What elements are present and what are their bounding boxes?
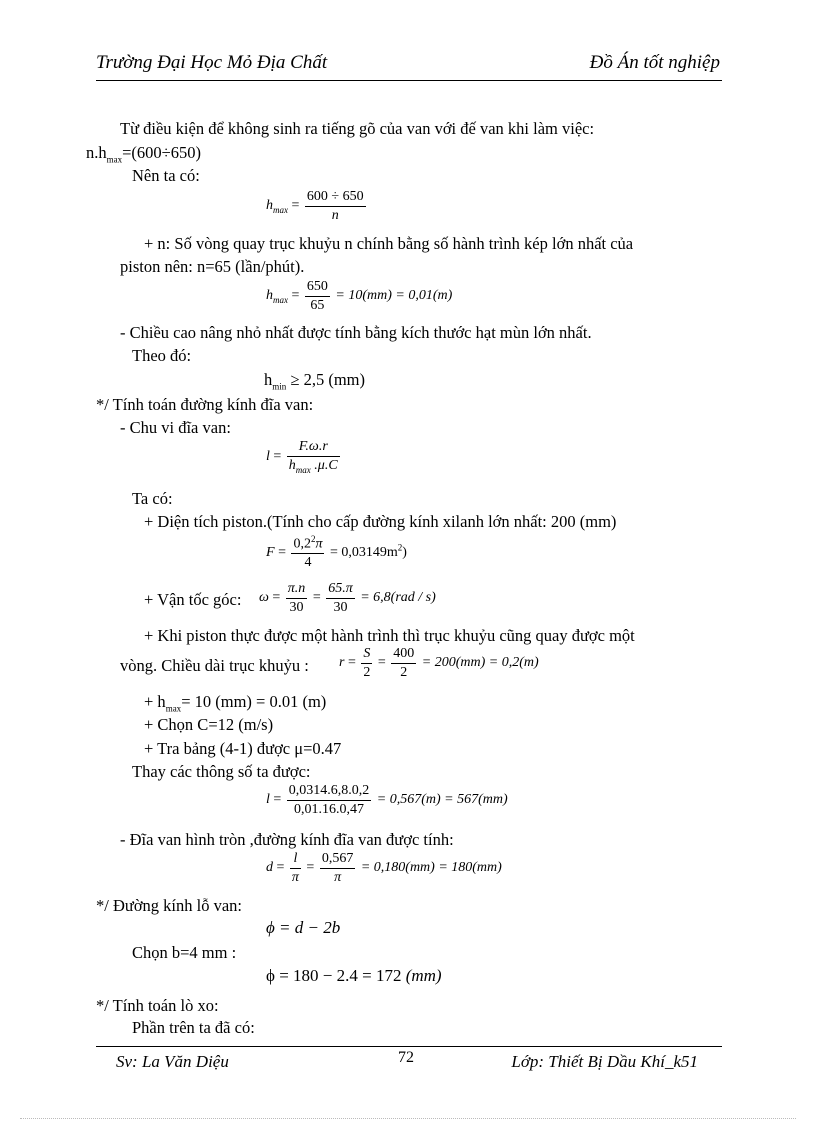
line-hmax-value: + $h_{max}= 10$ (mm) = 0.01 (m)	[144, 692, 327, 714]
formula-hmax-ratio: $h_{max}$ = $\frac{600 \div 650}{n}$	[266, 189, 364, 223]
line-nen-ta-co: Nên ta có:	[132, 166, 200, 185]
para-crankshaft: + Khi piston thực được một hành trình thì trục khuỷu cũng quay được một	[144, 626, 635, 645]
para-condition: Từ điều kiện để không sinh ra tiếng gõ của van với đế van khi làm việc:	[120, 119, 595, 138]
line-ta-co: Ta có:	[132, 489, 173, 508]
header-title: Đồ Án tốt nghiệp	[589, 52, 720, 73]
footer-class: Lớp: Thiết Bị Dầu Khí_k51	[511, 1052, 698, 1071]
footer-rule	[96, 1046, 722, 1047]
line-substitute: Thay các thông số ta được:	[132, 762, 311, 781]
header-school: Trường Đại Học Mỏ Địa Chất	[96, 52, 328, 73]
formula-crank-radius: r = $\frac{S}{2}$ = $\frac{400}{2}$ = 200(mm) = 0,2(m)	[339, 646, 539, 680]
line-phan-tren: Phần trên ta đã có:	[132, 1018, 255, 1037]
formula-perimeter: l = $\frac{F.\omega.r}{h_{max} .\mu.C}$	[266, 439, 338, 475]
formula-hole-value: ϕ = 180 − 2.4 = 172 (mm)	[266, 966, 442, 985]
line-chu-vi: - Chu vi đĩa van:	[120, 418, 231, 437]
page-number: 72	[398, 1049, 414, 1066]
line-piston-area: + Diện tích piston.(Tính cho cấp đường kính xilanh lớn nhất: 200 (mm)	[144, 512, 617, 531]
formula-hole: ϕ = d − 2b	[266, 918, 341, 937]
header-rule	[96, 80, 722, 81]
hmin-value: $h_{min} \ge 2,5$ (mm)	[264, 370, 365, 392]
formula-hmax-value: $h_{max}$ = $\frac{650}{65}$ = 10(mm) = 0,01(m)	[266, 279, 453, 313]
line-crank-length: vòng. Chiều dài trục khuỷu :	[120, 656, 309, 675]
formula-perimeter-value: l = $\frac{0,0314.6,8.0,2}{0,01.16.0,47}$ = 0,567(m) = 567(mm)	[266, 783, 508, 817]
formula-area: F = $\frac{0,2^2\pi}{4}$ = $0,03149m^2$)	[266, 534, 407, 571]
page-bottom-border	[20, 1118, 796, 1119]
formula-diameter: d = $\frac{l}{\pi}$ = $\frac{0,567}{\pi}$ = 0,180(mm) = 180(mm)	[266, 851, 502, 885]
section-hole-diameter: */ Đường kính lỗ van:	[96, 896, 242, 915]
formula-angular-velocity: ω = $\frac{\pi.n}{30}$ = $\frac{65.\pi}{30}$ = 6,8(rad / s)	[259, 581, 436, 615]
para-hmin-desc: - Chiều cao nâng nhỏ nhất được tính bằng kích thước hạt mùn lớn nhất.	[120, 323, 592, 342]
line-piston-n: piston nên: n=65 (lần/phút).	[120, 257, 305, 276]
line-choose-c: + Chọn C=12 (m/s)	[144, 715, 274, 734]
section-spring: */ Tính toán lò xo:	[96, 996, 219, 1015]
para-disc-round: - Đĩa van hình tròn ,đường kính đĩa van được tính:	[120, 830, 454, 849]
line-angular-velocity: + Vận tốc góc:	[144, 590, 242, 609]
footer-student: Sv: La Văn Diệu	[116, 1052, 229, 1071]
line-table-mu: + Tra bảng (4-1) được μ=0.47	[144, 739, 342, 758]
para-n-definition: + n: Số vòng quay trục khuỷu n chính bằng số hành trình kép lớn nhất của	[144, 234, 634, 253]
section-disc-diameter: */ Tính toán đường kính đĩa van:	[96, 395, 314, 414]
line-theo-do: Theo đó:	[132, 346, 192, 365]
line-choose-b: Chọn b=4 mm :	[132, 943, 237, 962]
condition-formula: $n.h_{max}=(600\div 650)$	[86, 143, 201, 165]
